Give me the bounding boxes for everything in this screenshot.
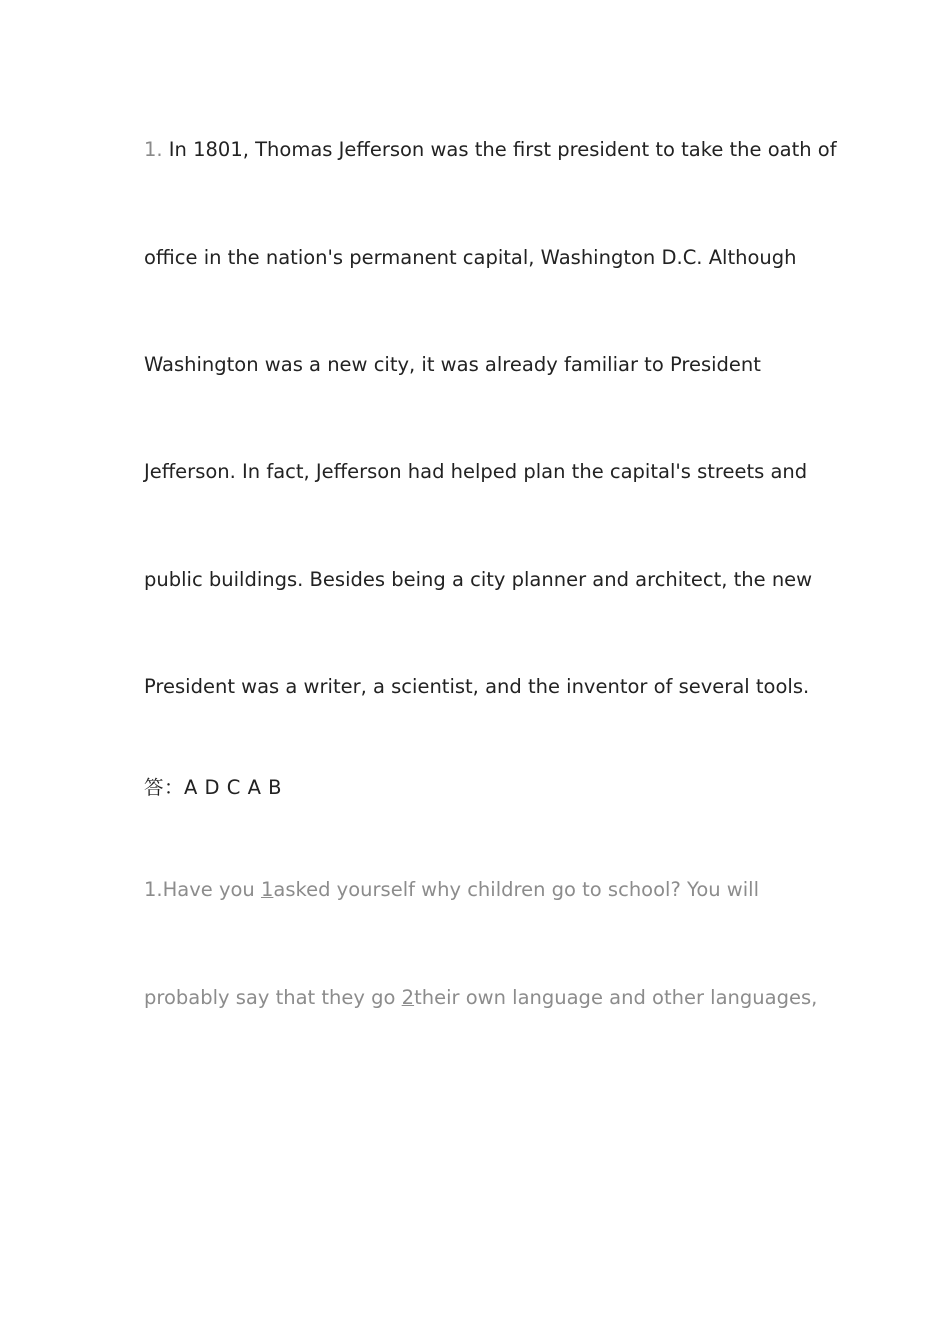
answer-label: 答： (144, 776, 185, 799)
passage-1-line-3: Washington was a new city, it was already familiar to President (144, 353, 761, 376)
passage-1-line-5: public buildings. Besides being a city planner and architect, the new (144, 568, 813, 591)
passage-2-text: asked yourself why children go to school? You will (273, 878, 760, 901)
passage-1-line-1 (144, 137, 837, 163)
passage-1-line-4: Jefferson. In fact, Jefferson had helped plan the capital's streets and (144, 460, 808, 483)
passage-2-line-2 (144, 985, 817, 1011)
passage-2-line-1 (144, 877, 759, 903)
blank-1: 1 (260, 878, 274, 901)
question-number: 1. (144, 138, 163, 161)
passage-2-text: probably say that they go (144, 986, 402, 1009)
passage-2-text: 1.Have you (144, 878, 261, 901)
passage-2-text: their own language and other languages, (414, 986, 818, 1009)
answer-value: A D C A B (184, 776, 282, 799)
passage-1-line-6: President was a writer, a scientist, and the inventor of several tools. (144, 675, 810, 698)
passage-1-line-2: office in the nation's permanent capital, Washington D.C. Although (144, 246, 797, 269)
passage-text: In 1801, Thomas Jefferson was the first president to take the oath of (162, 138, 837, 161)
answer-line (144, 775, 282, 801)
blank-2: 2 (401, 986, 415, 1009)
